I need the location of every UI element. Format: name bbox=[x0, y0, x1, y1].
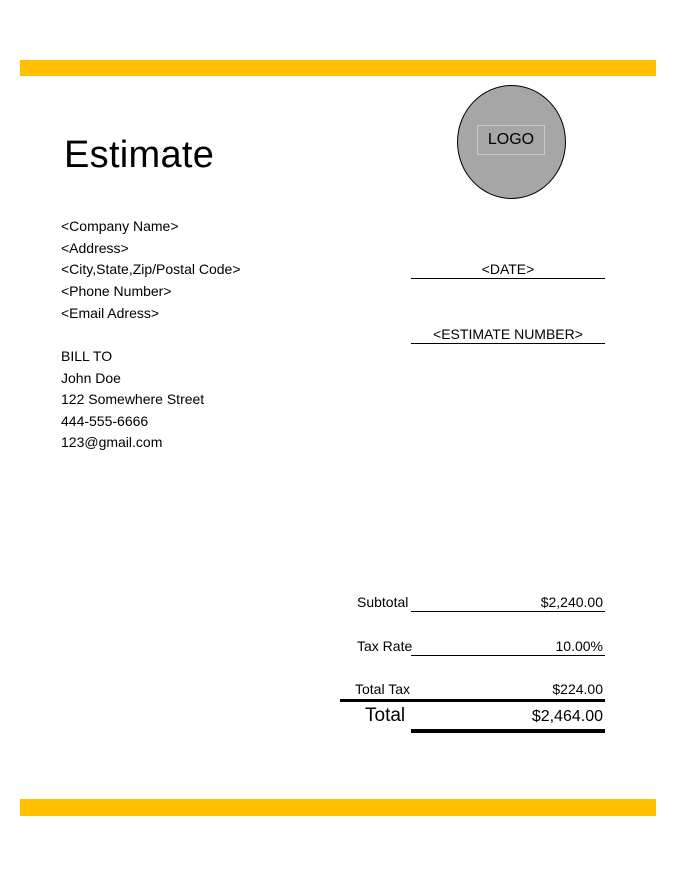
estimate-number-field[interactable]: <ESTIMATE NUMBER> bbox=[411, 325, 605, 344]
total-tax-label: Total Tax bbox=[355, 681, 410, 697]
bill-to-heading: BILL TO bbox=[61, 348, 113, 364]
company-city-line: <City,State,Zip/Postal Code> bbox=[61, 261, 241, 277]
bill-to-street: 122 Somewhere Street bbox=[61, 391, 205, 407]
company-address: <Address> bbox=[61, 240, 129, 256]
total-label: Total bbox=[365, 705, 406, 726]
company-name: <Company Name> bbox=[61, 218, 179, 234]
top-accent-band bbox=[20, 60, 656, 76]
bill-to-phone: 444-555-6666 bbox=[61, 413, 149, 429]
tax-rate-label: Tax Rate bbox=[357, 638, 413, 654]
subtotal-label: Subtotal bbox=[357, 594, 409, 610]
logo-placeholder-text: LOGO bbox=[477, 125, 545, 155]
subtotal-value: $2,240.00 bbox=[411, 593, 605, 612]
date-field[interactable]: <DATE> bbox=[411, 260, 605, 279]
total-underline bbox=[411, 729, 605, 733]
total-divider bbox=[340, 699, 605, 702]
bill-to-email: 123@gmail.com bbox=[61, 434, 163, 450]
bill-to-name: John Doe bbox=[61, 370, 121, 386]
bottom-accent-band bbox=[20, 799, 656, 816]
document-title: Estimate bbox=[64, 134, 215, 176]
total-value: $2,464.00 bbox=[531, 708, 603, 725]
company-email: <Email Adress> bbox=[61, 305, 160, 321]
company-phone: <Phone Number> bbox=[61, 283, 172, 299]
tax-rate-value[interactable]: 10.00% bbox=[411, 637, 605, 656]
total-tax-value: $224.00 bbox=[552, 681, 603, 697]
